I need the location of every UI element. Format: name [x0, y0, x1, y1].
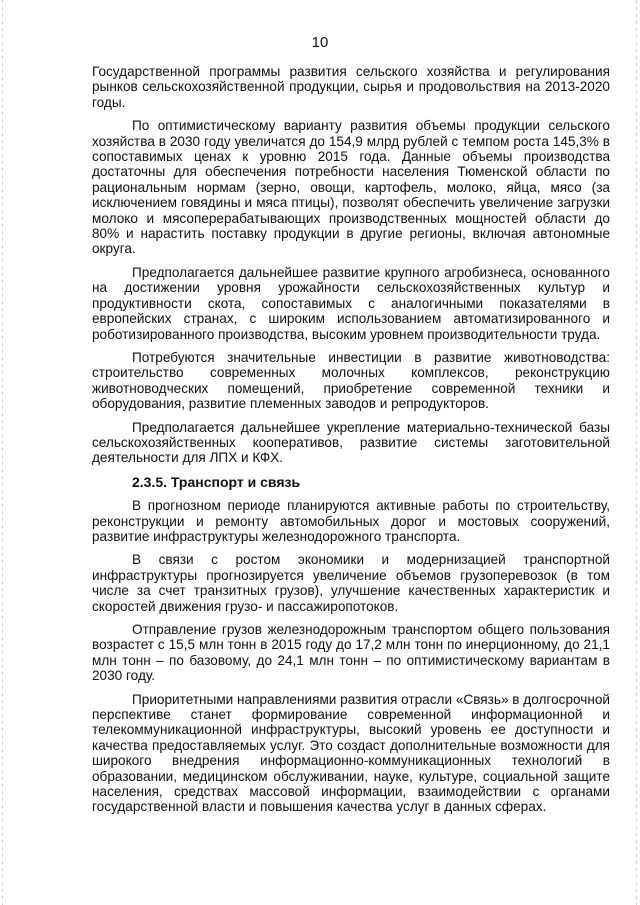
paragraph-cooperatives: Предполагается дальнейшее укрепление материально-технической базы сельскохозяйственных кооперативов, развитие системы заготовительной деятельности для ЛПХ и КФХ.	[92, 419, 610, 466]
document-body	[92, 64, 610, 815]
section-heading-transport: 2.3.5. Транспорт и связь	[132, 473, 301, 490]
paragraph-optimistic-scenario: По оптимистическому варианту развития объемы продукции сельского хозяйства в 2030 году увеличатся до 154,9 млрд рублей с темпом роста 145,3% в сопоставимых ценах к уровню 2015 года. Данные объемы производства достаточны для обеспечения потребности населения Тюменской области по рациональным нормам (зерно, овощи, картофель, молоко, яйца, мясо (за исключением говядины и мяса птицы), позволят обеспечить увеличение загрузки молоко и мясоперерабатывающих производственных мощностей области до 80% и нарастить поставку продукции в другие регионы, включая автономные округа.	[92, 118, 610, 257]
page-number: 10	[311, 34, 329, 51]
paragraph-rail-cargo: Отправление грузов железнодорожным транспортом общего пользования возрастет с 15,5 млн тонн в 2015 году до 17,2 млн тонн по инерционному, до 21,1 млн тонн – по базовому, до 24,1 млн тонн – по оптимистическому вариантам в 2030 году.	[92, 622, 610, 684]
paragraph-road-works: В прогнозном периоде планируются активные работы по строительству, реконструкции и ремонту автомобильных дорог и мостовых сооружений, развитие инфраструктуры железнодорожного транспорта.	[92, 498, 610, 544]
scan-edge-right	[636, 0, 637, 905]
paragraph-communications: Приоритетными направлениями развития отрасли «Связь» в долгосрочной перспективе станет формирование современной информационной и телекоммуникационной инфраструктуры, высокий уровень ее доступности и качества предоставляемых услуг. Это создаст дополнительные возможности для широкого внедрения информационно-коммуникационных технологий в образовании, медицинском обслуживании, науке, культуре, социальной защите населения, средствах массовой информации, взаимодействии с органами государственной власти и повышения качества услуг в данных сферах.	[92, 691, 611, 815]
scan-edge-left	[2, 0, 3, 905]
paragraph-agribusiness: Предполагается дальнейшее развитие крупного агробизнеса, основанного на достижении уровня урожайности сельскохозяйственных культур и продуктивности скота, сопоставимых с аналогичными показателями в европейских странах, с широким использованием автоматизированного и роботизированного производства, высоким уровнем производительности труда.	[92, 264, 610, 342]
paragraph-livestock-investment: Потребуются значительные инвестиции в развитие животноводства: строительство современных молочных комплексов, реконструкцию животноводческих помещений, приобретение современной техники и оборудования, развитие племенных заводов и репродукторов.	[92, 349, 610, 412]
paragraph-freight-growth: В связи с ростом экономики и модернизацией транспортной инфраструктуры прогнозируется увеличение объемов грузоперевозок (в том числе за счет транзитных грузов), улучшение качественных характеристик и скоростей движения грузо- и пассажиропотоков.	[92, 552, 610, 614]
paragraph-continuation: Государственной программы развития сельского хозяйства и регулирования рынков сельскохозяйственной продукции, сырья и продовольствия на 2013-2020 годы.	[92, 64, 610, 110]
